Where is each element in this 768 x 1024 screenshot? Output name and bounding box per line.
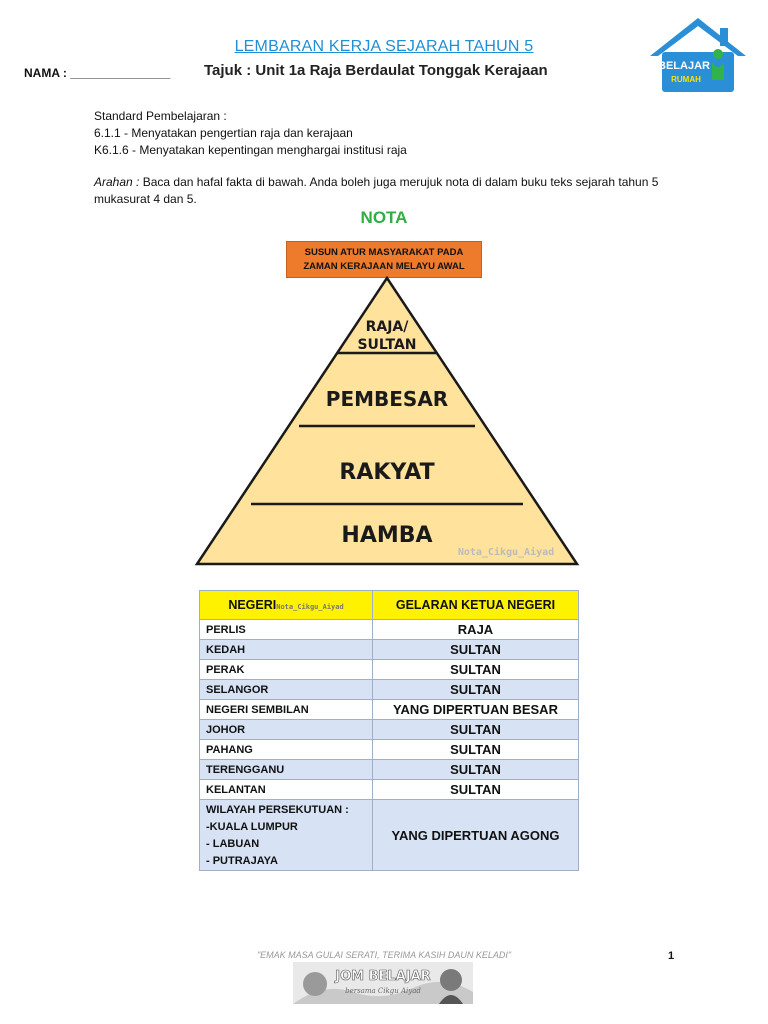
bottom-logo-title: JOM BELAJAR: [335, 969, 431, 984]
gelaran-cell: YANG DIPERTUAN BESAR: [373, 700, 579, 720]
wilayah-line: - PUTRAJAYA: [206, 855, 278, 867]
table-row: [200, 700, 579, 720]
tajuk-heading: Tajuk : Unit 1a Raja Berdaulat Tonggak Kerajaan: [204, 62, 548, 79]
gelaran-cell: RAJA: [373, 620, 579, 640]
pyramid-level-rakyat: RAKYAT: [339, 460, 435, 485]
gelaran-cell: SULTAN: [373, 760, 579, 780]
standard-heading: Standard Pembelajaran :: [94, 109, 227, 123]
pyramid-level-hamba: HAMBA: [341, 523, 433, 548]
pyramid-watermark: Nota_Cikgu_Aiyad: [457, 547, 555, 558]
header-negeri: [200, 591, 373, 620]
standard-pembelajaran: [94, 108, 407, 159]
gelaran-cell: SULTAN: [373, 640, 579, 660]
negeri-cell: TERENGGANU: [200, 760, 373, 780]
table-row: [200, 740, 579, 760]
gelaran-cell: SULTAN: [373, 720, 579, 740]
table-row-wilayah: [200, 800, 579, 871]
negeri-cell: PERAK: [200, 660, 373, 680]
table-row: [200, 720, 579, 740]
nama-field-label: NAMA : _______________: [24, 66, 171, 80]
header-negeri-label: NEGERI: [228, 598, 277, 612]
negeri-cell: PAHANG: [200, 740, 373, 760]
negeri-cell: PERLIS: [200, 620, 373, 640]
footer-quote: "EMAK MASA GULAI SERATI, TERIMA KASIH DAUN KELADI": [256, 950, 512, 960]
jom-belajar-logo: [293, 962, 473, 1004]
wilayah-line: - LABUAN: [206, 838, 260, 850]
page-title: LEMBARAN KERJA SEJARAH TAHUN 5: [234, 38, 534, 55]
negeri-cell: JOHOR: [200, 720, 373, 740]
pyramid-level-raja: RAJA/: [365, 319, 409, 335]
table-row: [200, 680, 579, 700]
pyramid-level-sultan: SULTAN: [357, 337, 417, 353]
standard-item: K6.1.6 - Menyatakan kepentingan menghargai institusi raja: [94, 143, 407, 157]
logo-text-rumah: RUMAH: [671, 75, 701, 84]
negeri-cell: KEDAH: [200, 640, 373, 660]
negeri-cell: NEGERI SEMBILAN: [200, 700, 373, 720]
table-row: [200, 660, 579, 680]
table-row: [200, 620, 579, 640]
header-watermark: Nota_Cikgu_Aiyad: [276, 603, 344, 611]
negeri-cell: KELANTAN: [200, 780, 373, 800]
pyramid-title-box: [286, 241, 482, 278]
bottom-logo-subtitle: bersama Cikgu Aiyad: [345, 987, 421, 995]
gelaran-cell: YANG DIPERTUAN AGONG: [373, 800, 579, 871]
standard-item: 6.1.1 - Menyatakan pengertian raja dan kerajaan: [94, 126, 353, 140]
social-pyramid: [194, 276, 580, 568]
arahan-instruction: [94, 174, 694, 208]
belajar-rumah-logo: [648, 16, 748, 94]
pyramid-title-line: ZAMAN KERAJAAN MELAYU AWAL: [303, 261, 465, 272]
arahan-text: Baca dan hafal fakta di bawah. Anda boleh juga merujuk nota di dalam buku teks sejarah tahun 5 mukasurat 4 dan 5.: [94, 175, 659, 206]
logo-text-belajar: BELAJAR: [658, 60, 710, 72]
table-row: [200, 640, 579, 660]
pyramid-level-pembesar: PEMBESAR: [325, 387, 449, 411]
table-row: [200, 760, 579, 780]
gelaran-cell: SULTAN: [373, 780, 579, 800]
wilayah-line: WILAYAH PERSEKUTUAN :: [206, 804, 349, 816]
page-number: 1: [668, 950, 675, 962]
gelaran-cell: SULTAN: [373, 740, 579, 760]
arahan-label: Arahan :: [94, 175, 140, 189]
table-header-row: [200, 591, 579, 620]
negeri-cell-wilayah: [200, 800, 373, 871]
negeri-table: [199, 590, 579, 871]
nota-heading: NOTA: [360, 208, 408, 227]
gelaran-cell: SULTAN: [373, 660, 579, 680]
negeri-cell: SELANGOR: [200, 680, 373, 700]
gelaran-cell: SULTAN: [373, 680, 579, 700]
table-row: [200, 780, 579, 800]
wilayah-line: -KUALA LUMPUR: [206, 821, 298, 833]
pyramid-title-line: SUSUN ATUR MASYARAKAT PADA: [304, 247, 464, 258]
header-gelaran: GELARAN KETUA NEGERI: [373, 591, 579, 620]
